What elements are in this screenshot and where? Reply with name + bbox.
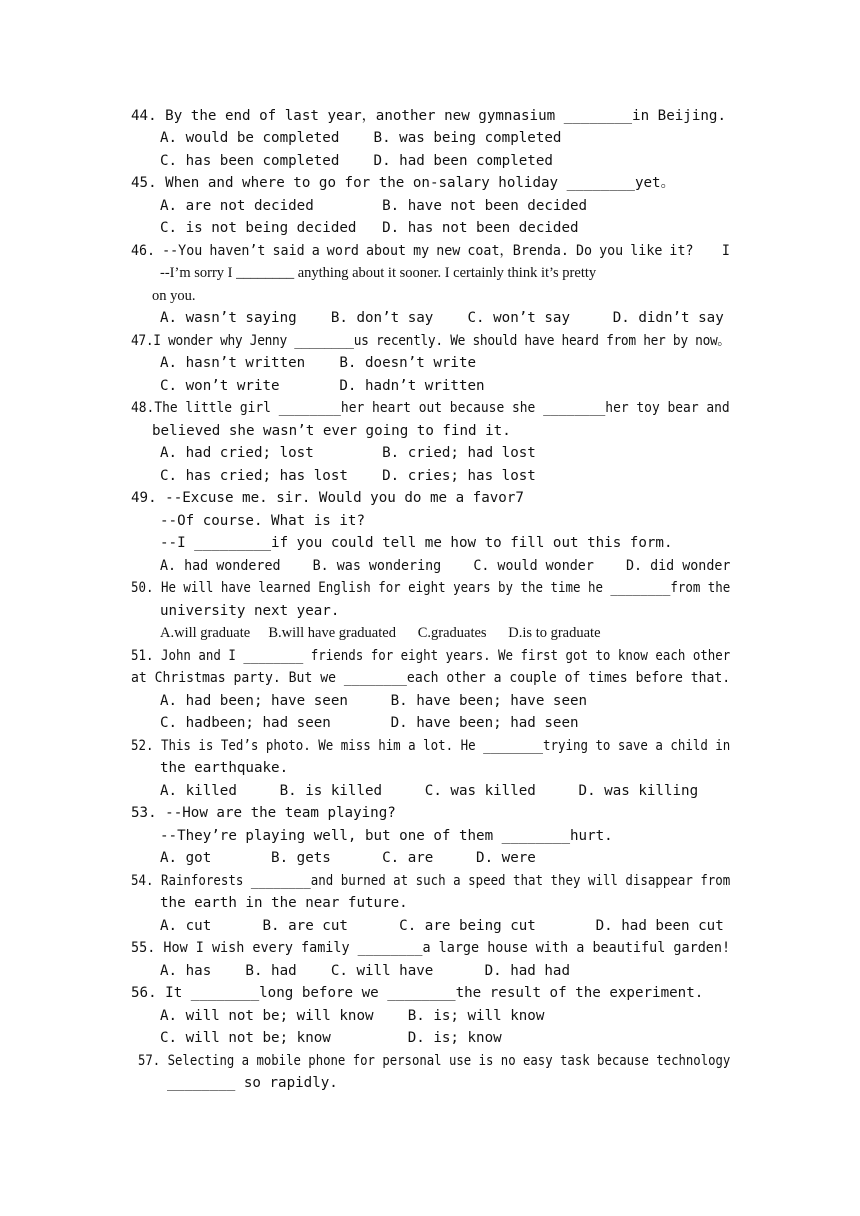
question-46-line2: --I’m sorry I ________ anything about it sooner. I certainly think it’s pretty — [160, 265, 597, 281]
question-45: 45. When and where to go for the on-salary holiday ________yet。 — [131, 175, 675, 191]
options-52: A. killed B. is killed C. was killed D. was killing — [160, 783, 699, 799]
options-51-ab: A. had been; have seen B. have been; have seen — [160, 693, 588, 709]
question-51-line1: 51. John and I ________ friends for eight years. We first got to know each other — [131, 648, 731, 664]
options-56-ab: A. will not be; will know B. is; will know — [160, 1008, 545, 1024]
question-49-line3: --I _________if you could tell me how to fill out this form. — [160, 535, 673, 551]
options-47-ab: A. hasn’t written B. doesn’t write — [160, 355, 477, 371]
question-54-line1: 54. Rainforests ________and burned at such a speed that they will disappear from — [131, 873, 731, 889]
options-53: A. got B. gets C. are D. were — [160, 850, 536, 866]
question-50-line2: university next year. — [160, 603, 340, 619]
options-48-cd: C. has cried; has lost D. cries; has lost — [160, 468, 536, 484]
options-47-cd: C. won’t write D. hadn’t written — [160, 378, 485, 394]
question-46-line1: 46. --You haven’t said a word about my new coat，Brenda. Do you like it? I — [131, 243, 730, 259]
question-51-line2: at Christmas party. But we ________each other a couple of times before that. — [131, 670, 731, 686]
options-44-ab: A. would be completed B. was being completed — [160, 130, 562, 146]
options-49: A. had wondered B. was wondering C. would wonder D. did wonder — [160, 558, 731, 574]
options-44-cd: C. has been completed D. had been completed — [160, 153, 553, 169]
options-51-cd: C. hadbeen; had seen D. have been; had seen — [160, 715, 579, 731]
options-48-ab: A. had cried; lost B. cried; had lost — [160, 445, 536, 461]
question-56: 56. It ________long before we ________the result of the experiment. — [131, 985, 704, 1001]
options-56-cd: C. will not be; know D. is; know — [160, 1030, 502, 1046]
question-57-line2: ________ so rapidly. — [167, 1075, 338, 1091]
options-45-cd: C. is not being decided D. has not been decided — [160, 220, 579, 236]
question-49-line1: 49. --Excuse me. sir. Would you do me a favor7 — [131, 490, 524, 506]
question-49-line2: --Of course. What is it? — [160, 513, 365, 529]
question-47: 47.I wonder why Jenny ________us recently. We should have heard from her by now。 — [131, 333, 730, 349]
options-50: A.will graduate B.will have graduated C.graduates D.is to graduate — [160, 625, 601, 641]
question-55: 55. How I wish every family ________a large house with a beautiful garden! — [131, 940, 731, 956]
options-45-ab: A. are not decided B. have not been decided — [160, 198, 588, 214]
question-46-line3: on you. — [152, 288, 196, 304]
options-54: A. cut B. are cut C. are being cut D. had been cut — [160, 918, 724, 934]
question-54-line2: the earth in the near future. — [160, 895, 408, 911]
question-53-line1: 53. --How are the team playing? — [131, 805, 396, 821]
question-53-line2: --They’re playing well, but one of them ________hurt. — [160, 828, 613, 844]
options-46: A. wasn’t saying B. don’t say C. won’t say D. didn’t say — [160, 310, 724, 326]
question-44: 44. By the end of last year，another new gymnasium ________in Beijing. — [131, 108, 727, 124]
question-48-line2: believed she wasn’t ever going to find it. — [152, 423, 511, 439]
question-52-line1: 52. This is Ted’s photo. We miss him a lot. He ________trying to save a child in — [131, 738, 731, 754]
question-52-line2: the earthquake. — [160, 760, 289, 776]
question-50-line1: 50. He will have learned English for eight years by the time he ________from the — [131, 580, 731, 596]
question-48-line1: 48.The little girl ________her heart out because she ________her toy bear and — [131, 400, 730, 416]
question-57-line1: 57. Selecting a mobile phone for personal use is no easy task because technology — [138, 1053, 731, 1069]
options-55: A. has B. had C. will have D. had had — [160, 963, 570, 979]
